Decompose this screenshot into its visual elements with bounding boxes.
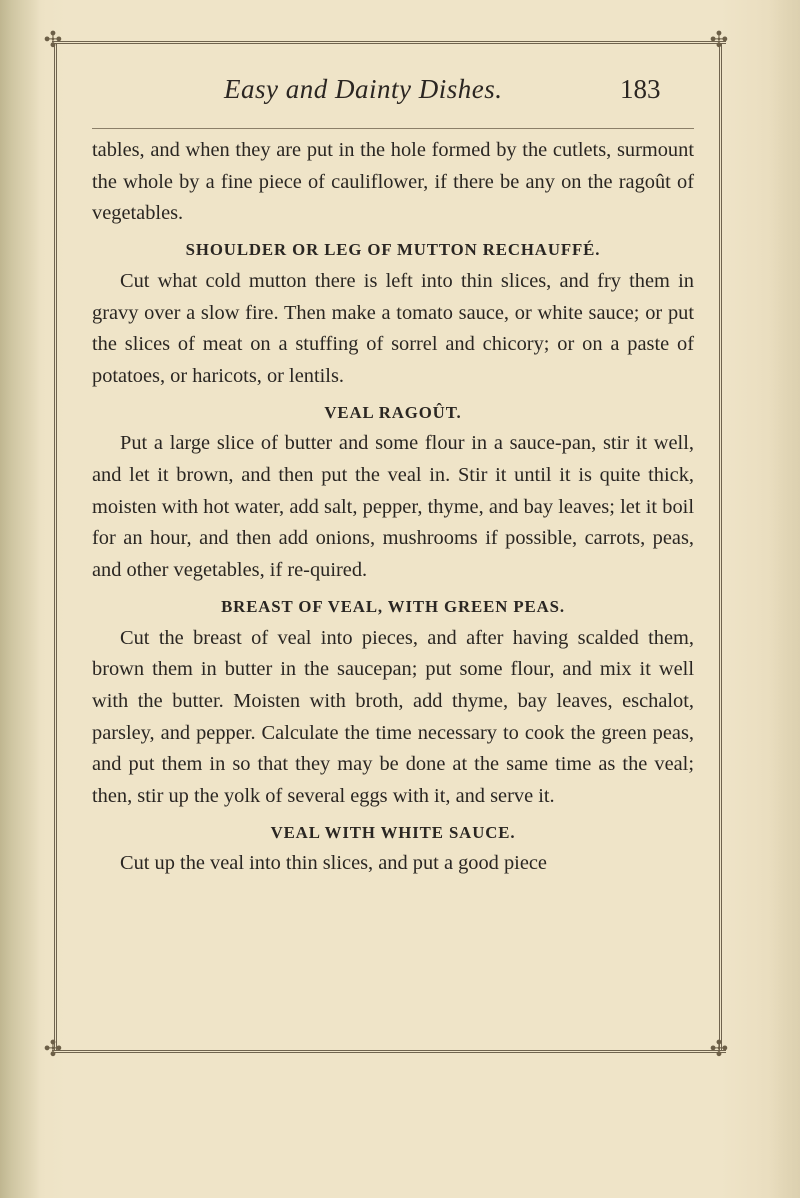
ornament-bottom-left-icon: ✣ <box>43 1037 63 1062</box>
recipe-heading: BREAST OF VEAL, WITH GREEN PEAS. <box>221 596 565 616</box>
intro-paragraph: tables, and when they are put in the hole formed by the cutlets, surmount the whole by a fine piece of cauliflower, if there be any on the ragoût of vegetables. <box>92 139 694 225</box>
recipe-text: Cut the breast of veal into pieces, and after having scalded them, brown them in butter in the saucepan; put some flour, and mix it well with the butter. Moisten with broth, add thyme, bay leaves, eschalot, parsley, and pepper. Calculate the time necessary to cook the green peas, and put them in so that they may be done at the same time as the veal; then, stir up the yolk of several eggs with it, and serve it. <box>92 626 694 808</box>
header-rule <box>92 128 694 129</box>
recipe-heading: SHOULDER OR LEG OF MUTTON RECHAUFFÉ. <box>185 240 601 260</box>
recipe-heading: VEAL RAGOÛT. <box>324 402 462 422</box>
page-spine-shadow <box>0 0 40 1198</box>
recipe-heading: VEAL WITH WHITE SAUCE. <box>270 822 516 842</box>
frame-bottom-rule <box>52 1050 726 1053</box>
frame-left-rule <box>54 44 57 1050</box>
recipe-text: Put a large slice of butter and some flour in a sauce-pan, stir it well, and let it brown, and then put the veal in. Stir it until it is quite thick, moisten with hot water, add salt, pepper, thyme, and bay leaves; let it boil for an hour, and then add onions, mushrooms if possible, carrots, peas, and other vegetables, if re-quired. <box>92 432 694 582</box>
ornament-top-left-icon: ✣ <box>43 28 63 53</box>
ornament-top-right-icon: ✣ <box>709 28 729 53</box>
frame-right-rule <box>719 44 722 1050</box>
frame-top-rule <box>52 41 726 44</box>
running-header <box>224 74 694 118</box>
page-body <box>92 135 694 880</box>
running-title: Easy and Dainty Dishes. <box>224 74 503 104</box>
recipe-text: Cut what cold mutton there is left into thin slices, and fry them in gravy over a slow fire. Then make a tomato sauce, or white sauce; or put the slices of meat on a stuffing of sorrel and chicory; or on a paste of potatoes, or haricots, or lentils. <box>92 269 694 387</box>
ornament-bottom-right-icon: ✣ <box>709 1037 729 1062</box>
recipe-text: Cut up the veal into thin slices, and put a good piece <box>120 852 547 875</box>
page-edge-tone <box>770 0 800 1198</box>
page-number: 183 <box>620 74 661 104</box>
